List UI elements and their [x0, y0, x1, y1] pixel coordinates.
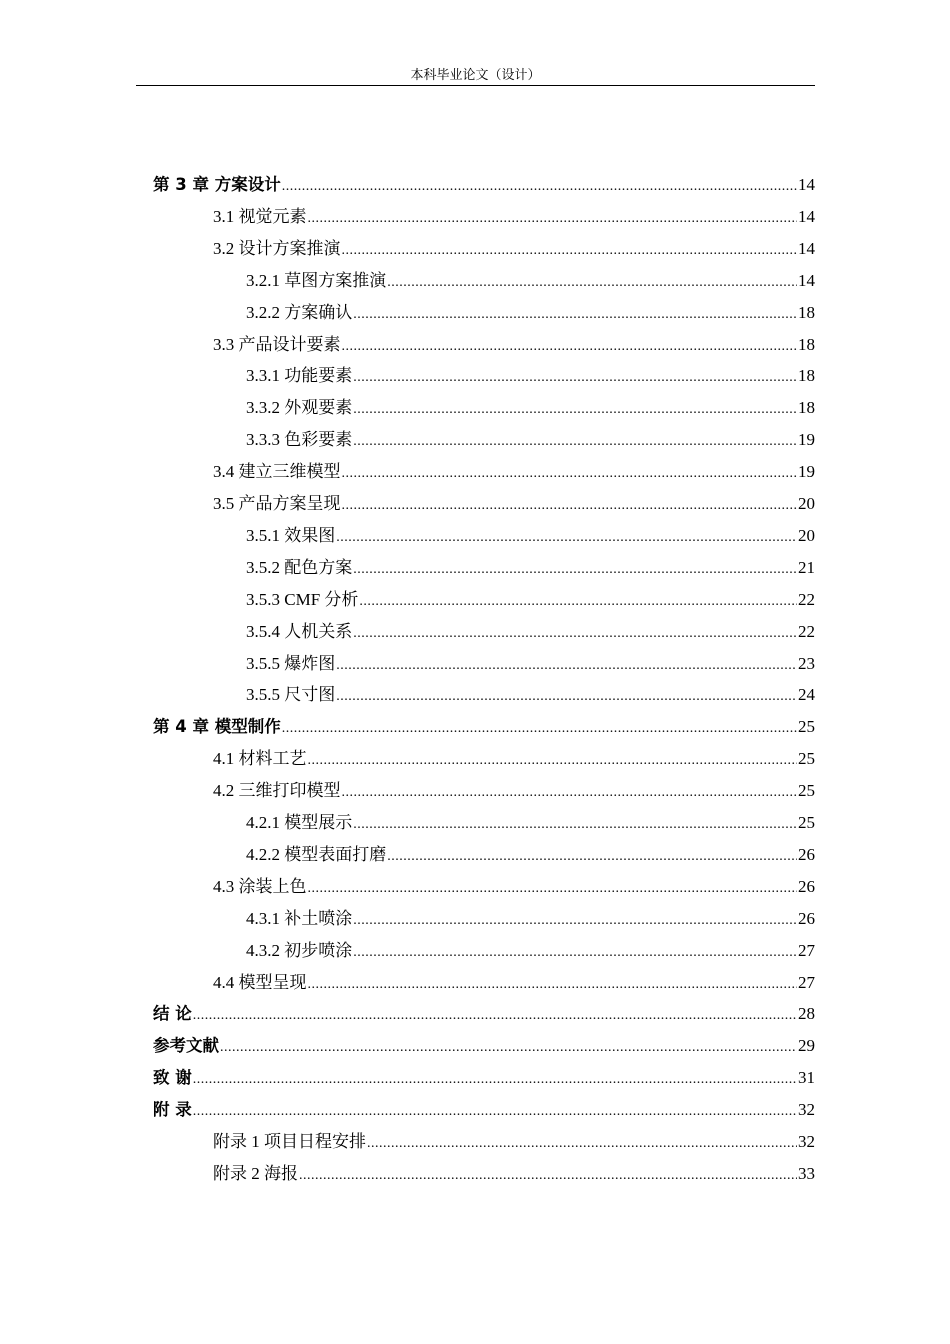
toc-page-number: 20: [798, 525, 815, 545]
toc-entry[interactable]: [213, 489, 815, 519]
toc-entry-title: 3.5.3 CMF 分析: [246, 589, 359, 609]
toc-page-number: 29: [798, 1036, 815, 1056]
toc-page-number: 18: [798, 366, 815, 386]
toc-entry[interactable]: [213, 872, 815, 902]
toc-entry[interactable]: [153, 170, 815, 200]
toc-dot-leader: [342, 236, 798, 266]
toc-page-number: 19: [798, 462, 815, 482]
toc-dot-leader: [193, 1097, 797, 1127]
toc-entry[interactable]: [213, 1127, 815, 1157]
toc-entry[interactable]: [246, 649, 815, 679]
toc-page-number: 25: [798, 781, 815, 801]
toc-dot-leader: [353, 300, 797, 330]
toc-dot-leader: [353, 906, 797, 936]
toc-entry-title: 3.5 产品方案呈现: [213, 494, 341, 513]
toc-dot-leader: [308, 874, 798, 904]
toc-entry[interactable]: [213, 234, 815, 264]
toc-entry-title: 附 录: [153, 1100, 192, 1120]
toc-entry-title: 3.3.2 外观要素: [246, 398, 353, 418]
toc-dot-leader: [336, 651, 797, 681]
toc-dot-leader: [342, 459, 798, 489]
toc-entry-title: 3.5.4 人机关系: [246, 621, 353, 641]
toc-page-number: 18: [798, 398, 815, 418]
toc-entry[interactable]: [213, 744, 815, 774]
toc-dot-leader: [353, 938, 797, 968]
toc-dot-leader: [308, 746, 798, 776]
toc-entry-title: 4.3.1 补土喷涂: [246, 908, 353, 928]
toc-page-number: 20: [798, 494, 815, 513]
toc-entry-title: 3.3 产品设计要素: [213, 334, 341, 354]
toc-entry[interactable]: [153, 1063, 815, 1093]
toc-entry-title: 致 谢: [153, 1068, 192, 1088]
toc-dot-leader: [282, 714, 797, 744]
toc-page-number: 26: [798, 908, 815, 928]
toc-dot-leader: [193, 1001, 797, 1031]
toc-entry[interactable]: [213, 968, 815, 998]
toc-page-number: 26: [798, 876, 815, 896]
toc-entry[interactable]: [153, 1031, 815, 1061]
toc-dot-leader: [282, 172, 797, 202]
toc-page-number: 21: [798, 557, 815, 577]
toc-page-number: 18: [798, 334, 815, 354]
toc-dot-leader: [353, 395, 797, 425]
toc-entry-title: 3.5.2 配色方案: [246, 557, 353, 577]
toc-entry[interactable]: [153, 999, 815, 1029]
toc-entry-title: 3.2.1 草图方案推演: [246, 270, 387, 290]
toc-entry-title: 4.4 模型呈现: [213, 972, 307, 992]
toc-page-number: 24: [798, 685, 815, 705]
toc-entry-title: 3.2 设计方案推演: [213, 238, 341, 258]
toc-page-number: 33: [798, 1163, 815, 1183]
toc-entry[interactable]: [213, 330, 815, 360]
toc-page-number: 32: [798, 1132, 815, 1151]
toc-dot-leader: [359, 587, 797, 617]
toc-entry[interactable]: [246, 617, 815, 647]
toc-entry[interactable]: [246, 680, 815, 710]
toc-entry[interactable]: [246, 553, 815, 583]
header-rule: [136, 85, 815, 86]
toc-entry-title: 3.5.1 效果图: [246, 525, 336, 545]
toc-entry[interactable]: [213, 202, 815, 232]
toc-page-number: 32: [798, 1100, 815, 1120]
toc-page-number: 14: [798, 238, 815, 258]
toc-page-number: 26: [798, 844, 815, 864]
toc-entry-title: 4.3 涂装上色: [213, 876, 307, 896]
toc-dot-leader: [299, 1161, 797, 1191]
toc-dot-leader: [220, 1033, 797, 1063]
toc-entry-title: 3.3.1 功能要素: [246, 366, 353, 386]
toc-dot-leader: [336, 682, 797, 712]
toc-dot-leader: [387, 268, 797, 298]
toc-entry[interactable]: [246, 840, 815, 870]
toc-dot-leader: [353, 810, 797, 840]
toc-entry-title: 3.3.3 色彩要素: [246, 430, 353, 450]
toc-entry[interactable]: [213, 457, 815, 487]
toc-dot-leader: [353, 427, 797, 457]
toc-entry[interactable]: [246, 361, 815, 391]
toc-entry[interactable]: [153, 1095, 815, 1125]
toc-dot-leader: [342, 778, 798, 808]
toc-page-number: 23: [798, 653, 815, 673]
toc-entry[interactable]: [153, 712, 815, 742]
toc-entry[interactable]: [213, 776, 815, 806]
toc-page-number: 31: [798, 1068, 815, 1088]
toc-dot-leader: [308, 970, 798, 1000]
toc-entry-title: 3.5.5 尺寸图: [246, 685, 336, 705]
toc-entry-title: 结 论: [153, 1004, 192, 1024]
toc-entry[interactable]: [246, 936, 815, 966]
toc-entry-title: 4.2.1 模型展示: [246, 813, 353, 832]
toc-page-number: 14: [798, 270, 815, 290]
toc-page-number: 22: [798, 621, 815, 641]
toc-entry-title: 附录 2 海报: [213, 1163, 298, 1183]
toc-page-number: 27: [798, 940, 815, 960]
toc-entry-title: 4.2 三维打印模型: [213, 781, 341, 801]
toc-dot-leader: [308, 204, 798, 234]
toc-page-number: 14: [798, 175, 815, 194]
toc-entry[interactable]: [213, 1159, 815, 1189]
toc-dot-leader: [342, 332, 798, 362]
toc-page-number: 22: [798, 589, 815, 609]
page-header: 本科毕业论文（设计）: [410, 67, 541, 82]
toc-dot-leader: [193, 1065, 797, 1095]
toc-page-number: 28: [798, 1004, 815, 1024]
toc-entry-title: 第 3 章 方案设计: [153, 175, 281, 194]
toc-page-number: 25: [798, 813, 815, 832]
toc-entry-title: 3.1 视觉元素: [213, 206, 307, 226]
toc-page-number: 27: [798, 972, 815, 992]
toc-entry-title: 3.2.2 方案确认: [246, 302, 353, 322]
toc-entry[interactable]: [246, 266, 815, 296]
toc-entry-title: 4.2.2 模型表面打磨: [246, 844, 387, 864]
toc-entry[interactable]: [246, 393, 815, 423]
toc-entry-title: 4.1 材料工艺: [213, 749, 307, 769]
toc-entry-title: 第 4 章 模型制作: [153, 717, 281, 737]
toc-dot-leader: [353, 363, 797, 393]
toc-dot-leader: [367, 1129, 797, 1159]
toc-entry[interactable]: [246, 904, 815, 934]
toc-entry-title: 3.4 建立三维模型: [213, 462, 341, 482]
toc-page-number: 25: [798, 749, 815, 769]
toc-page-number: 18: [798, 302, 815, 322]
toc-entry[interactable]: [246, 585, 815, 615]
toc-entry[interactable]: [246, 521, 815, 551]
toc-page-number: 25: [798, 717, 815, 737]
toc-entry-title: 参考文献: [153, 1036, 219, 1056]
toc-dot-leader: [342, 491, 798, 521]
toc-entry[interactable]: [246, 298, 815, 328]
toc-dot-leader: [387, 842, 797, 872]
toc-dot-leader: [353, 619, 797, 649]
toc-dot-leader: [336, 523, 797, 553]
toc-entry-title: 4.3.2 初步喷涂: [246, 940, 353, 960]
toc-entry-title: 附录 1 项目日程安排: [213, 1132, 366, 1151]
toc-dot-leader: [353, 555, 797, 585]
toc-entry[interactable]: [246, 808, 815, 838]
toc-page-number: 19: [798, 430, 815, 450]
toc-entry-title: 3.5.5 爆炸图: [246, 653, 336, 673]
toc-page-number: 14: [798, 206, 815, 226]
toc-entry[interactable]: [246, 425, 815, 455]
